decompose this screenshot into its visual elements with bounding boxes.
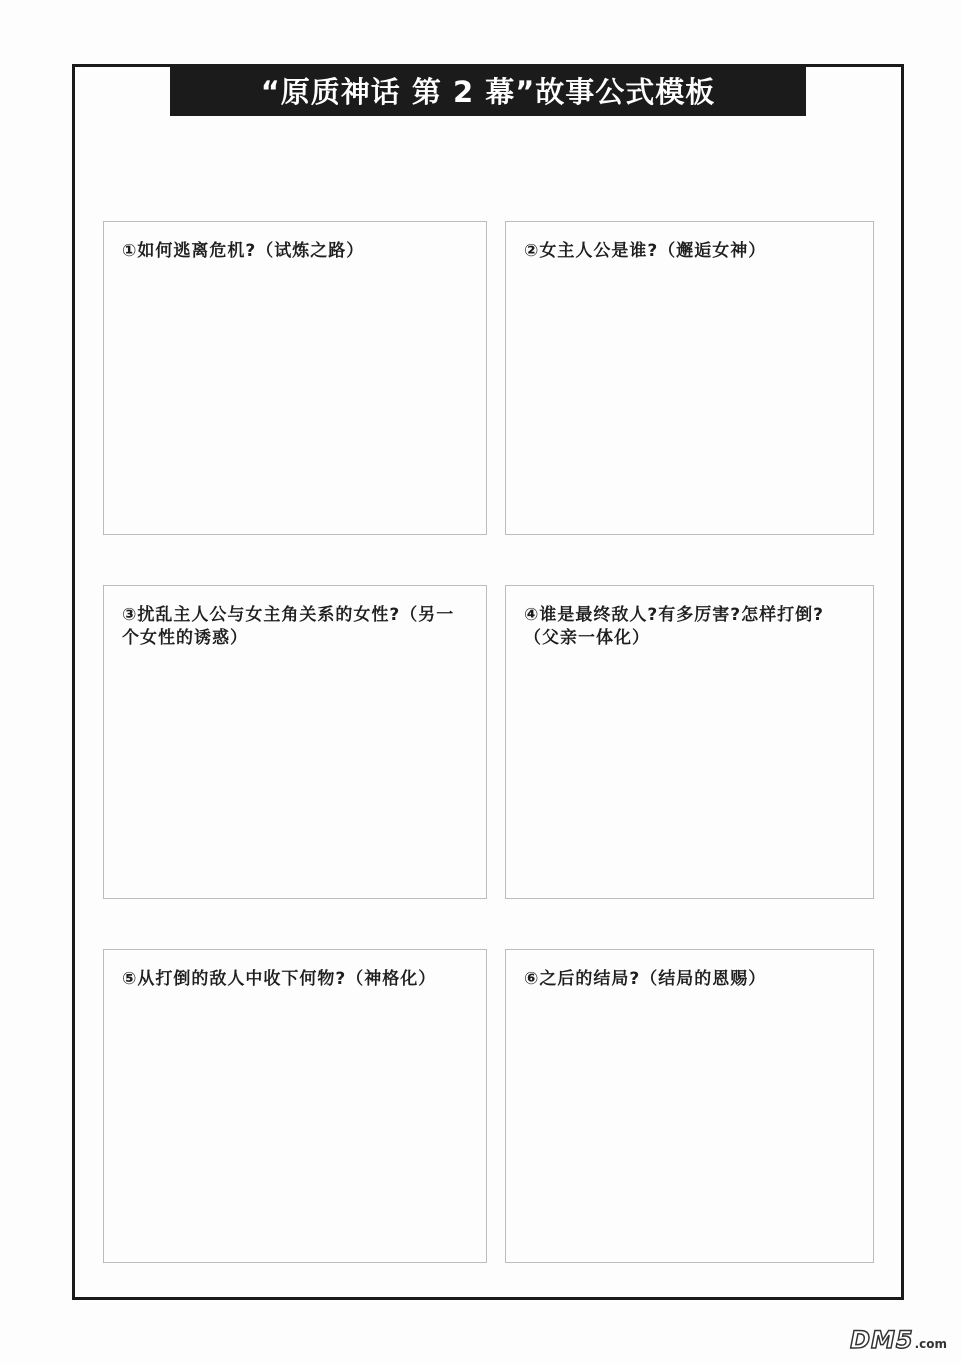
template-box-6 — [505, 949, 874, 1263]
question-3: ③扰乱主人公与女主角关系的女性?（另一个女性的诱惑） — [122, 605, 455, 648]
question-6: ⑥之后的结局?（结局的恩赐） — [524, 969, 767, 989]
template-box-1 — [103, 221, 487, 535]
question-4: ④谁是最终敌人?有多厉害?怎样打倒?（父亲一体化） — [524, 605, 824, 648]
question-2: ②女主人公是谁?（邂逅女神） — [524, 241, 767, 261]
template-box-3 — [103, 585, 487, 899]
question-5: ⑤从打倒的敌人中收下何物?（神格化） — [122, 969, 437, 989]
page-title: “原质神话 第 2 幕”故事公式模板 — [170, 64, 806, 116]
template-box-4 — [505, 585, 874, 899]
template-box-2 — [505, 221, 874, 535]
template-box-5 — [103, 949, 487, 1263]
question-1: ①如何逃离危机?（试炼之路） — [122, 241, 365, 261]
watermark-suffix: .com — [914, 1337, 947, 1351]
watermark-main: DM5 — [850, 1326, 914, 1354]
site-watermark — [850, 1326, 947, 1354]
